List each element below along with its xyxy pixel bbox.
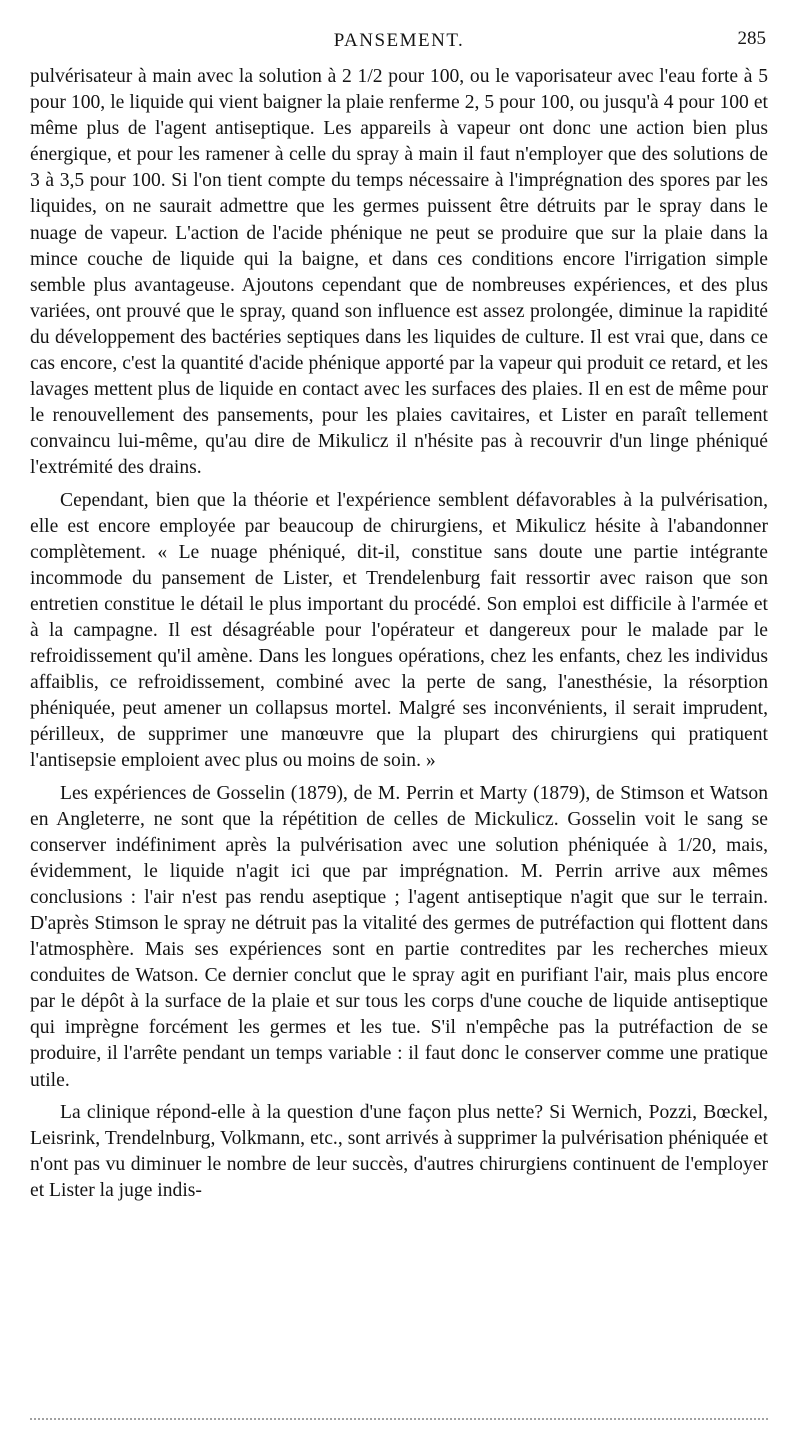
paragraph-continued: pulvérisateur à main avec la solution à 2 1/2 pour 100, ou le vaporisateur avec l'eau forte à 5 pour 100, le liquide qui vient baigner la plaie renferme 2, 5 pour 100, ou jusqu'à 4 pour 100 et même plus de l'agent antiseptique. Les appareils à vapeur ont donc une action bien plus énergique, et pour les ramener à celle du spray à main il faut n'employer que des solutions de 3 à 3,5 pour 100. Si l'on tient compte du temps nécessaire à l'imprégnation des spores par les liquides, on ne saurait admettre que les germes puissent être détruits par le spray dans le nuage de vapeur. L'action de l'acide phénique ne peut se produire que sur la plaie dans la mince couche de liquide qui la baigne, et dans ces conditions encore l'irrigation simple semble plus avantageuse. Ajoutons cependant que de nombreuses expériences, et des plus variées, ont prouvé que le spray, quand son influence est assez prolongée, diminue la rapidité du développement des bactéries septiques dans les liquides de culture. Il est vrai que, dans ce cas encore, c'est la quantité d'acide phénique apporté par la vapeur qui produit ce retard, et les lavages mettent plus de liquide en contact avec les surfaces des plaies. Il en est de même pour le renouvellement des pansements, pour les plaies cavitaires, et Lister en paraît tellement convaincu lui-même, qu'au dire de Mikulicz il n'hésite pas à recouvrir d'un linge phéniqué l'extrémité des drains. bbox=[30, 66, 768, 479]
running-title: PANSEMENT. bbox=[333, 30, 465, 51]
paragraph: Les expériences de Gosselin (1879), de M. Perrin et Marty (1879), de Stimson et Watson en Angleterre, ne sont que la répétition de celles de Mickulicz. Gosselin voit le sang se conserver indéfiniment après la pulvérisation avec une solution phéniquée à 1/20, mais, évidemment, le liquide n'agit ici que par imprégnation. M. Perrin arrive aux mêmes conclusions : l'air n'est pas rendu aseptique ; l'agent antiseptique n'agit que sur le terrain. D'après Stimson le spray ne détruit pas la vitalité des germes de putréfaction qui flottent dans l'atmosphère. Mais ses expériences sont en partie contredites par les recherches mieux conduites de Watson. Ce dernier conclut que le spray agit en purifiant l'air, mais plus encore par le dépôt à la surface de la plaie et sur tous les corps d'une couche de liquide antiseptique qui imprègne forcément les germes et les tue. S'il n'empêche pas la putréfaction de se produire, il l'arrête pendant un temps variable : il faut donc le conserver comme une pratique utile. bbox=[30, 782, 768, 1091]
body-text bbox=[30, 64, 768, 1204]
running-header bbox=[30, 26, 768, 52]
paragraph: La clinique répond-elle à la question d'une façon plus nette? Si Wernich, Pozzi, Bœckel, Leisrink, Trendelnburg, Volkmann, etc., sont arrivés à supprimer la pulvérisation phéniquée et n'ont pas vu diminuer le nombre de leur succès, d'autres chirurgiens continuent de l'employer et Lister la juge indis- bbox=[30, 1101, 768, 1201]
book-page bbox=[30, 26, 768, 1204]
paragraph: Cependant, bien que la théorie et l'expérience semblent défavorables à la pulvérisation, elle est encore employée par beaucoup de chirurgiens, et Mikulicz hésite à l'abandonner complètement. « Le nuage phéniqué, dit-il, constitue sans doute une partie intégrante incommode du pansement de Lister, et Trendelenburg fait ressortir avec raison que son entretien constitue le détail le plus important du procédé. Son emploi est difficile à l'armée et à la campagne. Il est désagréable pour l'opérateur et dangereux pour le malade par le refroidissement qu'il amène. Dans les longues opérations, chez les enfants, chez les individus affaiblis, ce refroidissement, combiné avec la perte de sang, l'anesthésie, la résorption phéniquée, peut amener un collapsus mortel. Malgré ses inconvénients, il serait imprudent, périlleux, de supprimer une manœuvre que la plupart des chirurgiens qui pratiquent l'antisepsie emploient avec plus ou moins de soin. » bbox=[30, 489, 768, 772]
page-bottom-rule bbox=[30, 1418, 768, 1420]
page-number: 285 bbox=[737, 28, 766, 49]
